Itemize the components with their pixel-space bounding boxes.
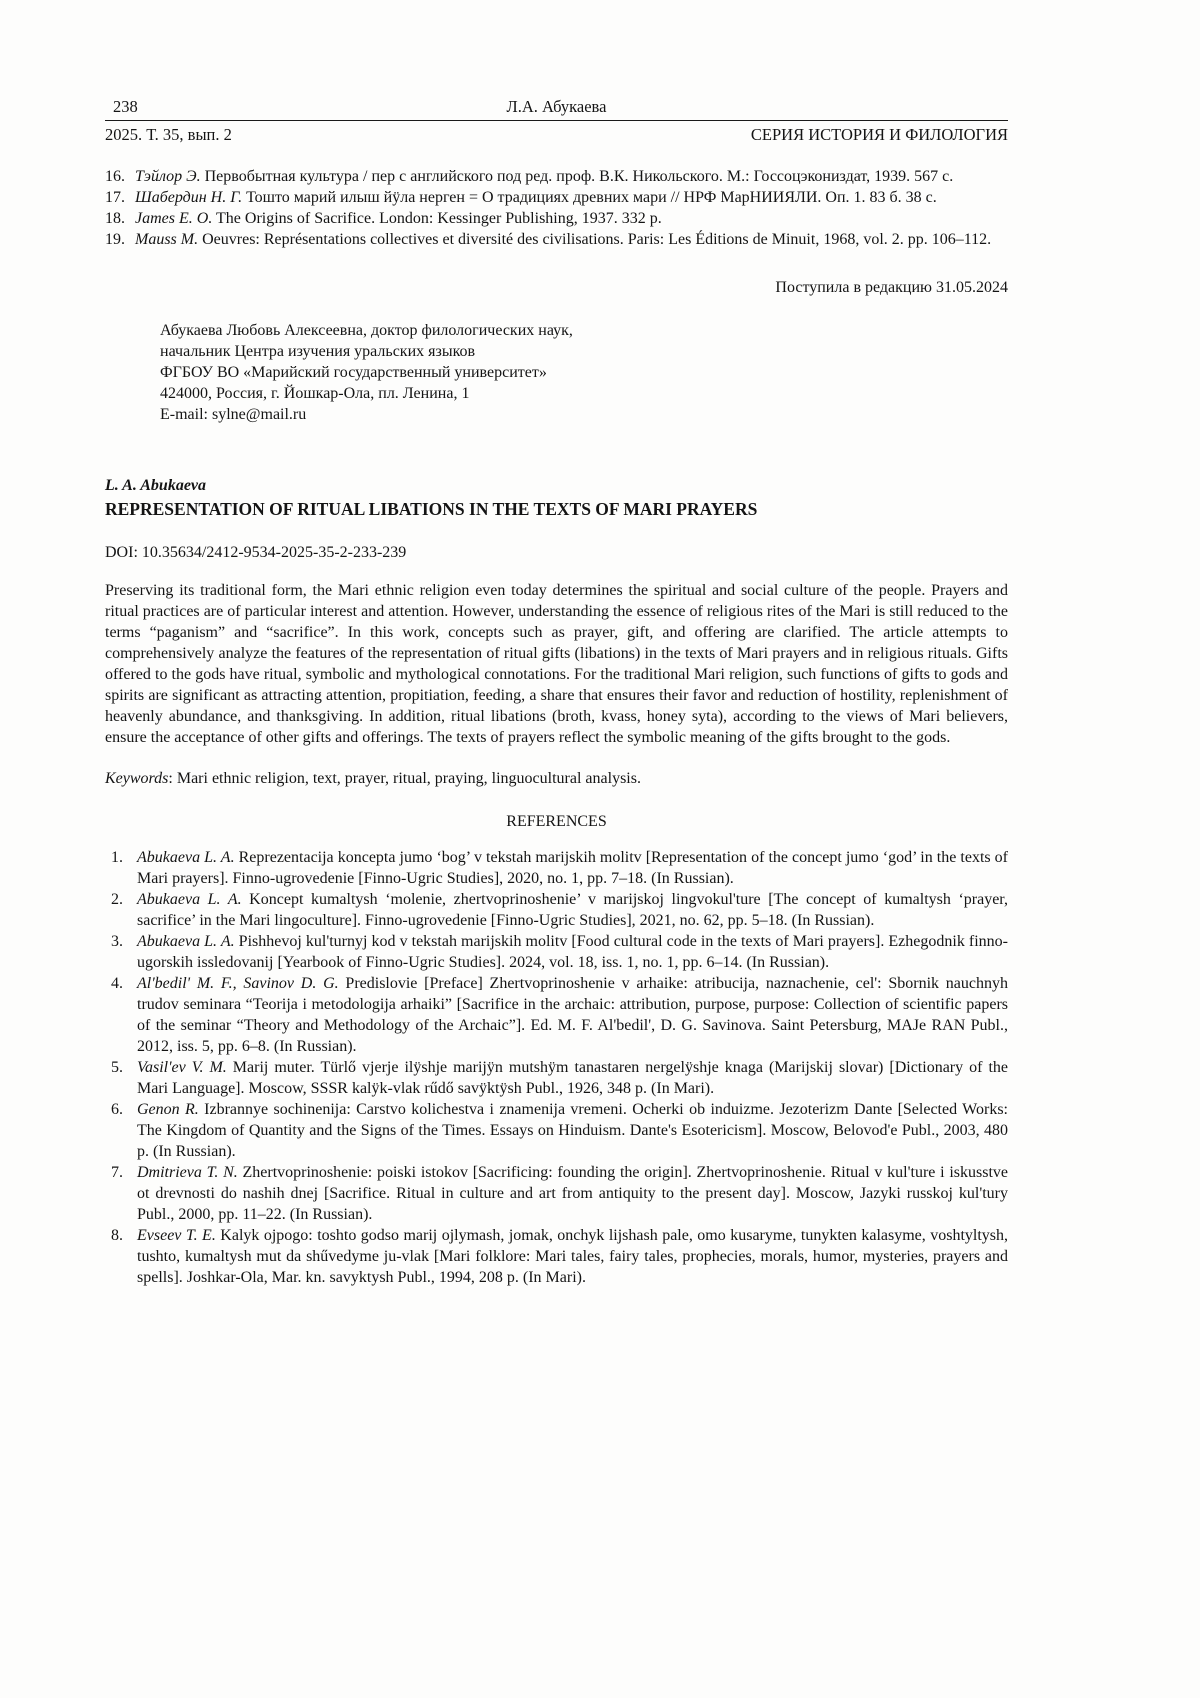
series-title: СЕРИЯ ИСТОРИЯ И ФИЛОЛОГИЯ <box>750 125 1008 144</box>
reference-item <box>105 1057 1008 1099</box>
reference-text: Тошто марий илыш йӱла нерген = О традициях древних мари // НРФ МарНИИЯЛИ. Оп. 1. 83 б. 38 с. <box>242 189 937 206</box>
reference-number: 19. <box>105 231 125 248</box>
reference-number: 3. <box>111 933 123 950</box>
english-author: L. A. Abukaeva <box>105 477 207 494</box>
reference-author: Abukaeva L. A. <box>137 891 242 908</box>
issue-info: 2025. Т. 35, вып. 2 <box>105 125 232 144</box>
reference-author: Abukaeva L. A. <box>137 933 235 950</box>
reference-item <box>105 931 1008 973</box>
reference-item <box>105 847 1008 889</box>
reference-author: Dmitrieva T. N. <box>137 1164 238 1181</box>
bibliography-entry <box>105 208 1008 229</box>
author-position: начальник Центра изучения уральских языков <box>160 343 476 360</box>
author-email: E-mail: sylne@mail.ru <box>160 406 307 423</box>
reference-text: Oeuvres: Représentations collectives et diversité des civilisations. Paris: Les Éditions de Minuit, 1968, vol. 2. pp. 106–112. <box>198 231 992 248</box>
reference-text: Marij muter. Türlő vjerje ilÿshje marijÿn mutshÿm tanastaren nergelÿshje knaga (Marijskij slovar) [Dictionary of the Mari Language]. Moscow, SSSR kalÿk-vlak rűdő savÿktÿsh Publ., 1926, 348 p. (In Mari). <box>137 1059 1008 1097</box>
keywords-line <box>105 768 1008 789</box>
reference-author: Genon R. <box>137 1101 199 1118</box>
header-rule <box>105 120 1008 121</box>
bibliography-russian <box>105 166 1008 250</box>
running-head-author: Л.А. Абукаева <box>506 97 607 116</box>
running-head <box>105 96 1008 117</box>
bibliography-entry <box>105 187 1008 208</box>
reference-item <box>105 1099 1008 1162</box>
reference-author: Тэйлор Э. <box>135 168 201 185</box>
author-affiliation: ФГБОУ ВО «Марийский государственный университет» <box>160 364 547 381</box>
page-number: 238 <box>113 97 138 116</box>
reference-author: Шабердин Н. Г. <box>135 189 243 206</box>
reference-number: 1. <box>111 849 123 866</box>
reference-author: Abukaeva L. A. <box>137 849 235 866</box>
reference-text: Pishhevoj kul'turnyj kod v tekstah marijskih molitv [Food cultural code in the texts of Mari prayers]. Ezhegodnik finno-ugorskih issledovanij [Yearbook of Finno-Ugric Studies]. 2024, vol. 18, iss. 1, no. 1, pp. 6–14. (In Russian). <box>137 933 1008 971</box>
reference-text: Kalyk ojpogo: toshto godso marij ojlymash, jomak, onchyk lijshash pale, omo kusaryme, tunykten kalasyme, voshtyltysh, tushto, kumaltysh mut da shűvedyme ju-vlak [Mari folklore: Mari tales, fairy tales, prophecies, morals, humor, mysteries, prayers and spells]. Joshkar-Ola, Mar. kn. savyktysh Publ., 1994, 208 p. (In Mari). <box>137 1227 1009 1286</box>
author-info <box>160 320 1008 425</box>
reference-author: Evseev T. E. <box>137 1227 216 1244</box>
reference-number: 7. <box>111 1164 123 1181</box>
author-name-degree: Абукаева Любовь Алексеевна, доктор филологических наук, <box>160 322 573 339</box>
keywords-label: Keywords <box>105 770 169 787</box>
references-heading: REFERENCES <box>506 813 607 830</box>
reference-text: Izbrannye sochinenija: Carstvo kolichestva i znamenija vremeni. Ocherki ob induizme. Jezoterizm Dante [Selected Works: The Kingdom of Quantity and the Signs of the Times. Essays on Hinduism. Dante's Esotericism]. Moscow, Belovod'e Publ., 2003, 480 p. (In Russian). <box>137 1101 1008 1160</box>
reference-author: James E. O. <box>135 210 213 227</box>
reference-author: Al'bedil' M. F., Savinov D. G. <box>137 975 339 992</box>
reference-text: Koncept kumaltysh ‘molenie, zhertvoprinoshenie’ v marijskoj lingvokul'ture [The concept of kumaltysh ‘prayer, sacrifice’ in the Mari lingoculture]. Finno-ugrovedenie [Finno-Ugric Studies], 2021, no. 62, pp. 5–18. (In Russian). <box>137 891 1008 929</box>
author-address: 424000, Россия, г. Йошкар-Ола, пл. Ленина, 1 <box>160 385 470 402</box>
keywords-text: : Mari ethnic religion, text, prayer, ritual, praying, linguocultural analysis. <box>168 770 641 787</box>
reference-item <box>105 973 1008 1057</box>
reference-item <box>105 1162 1008 1225</box>
bibliography-entry <box>105 229 1008 250</box>
bibliography-entry <box>105 166 1008 187</box>
issue-line <box>105 124 1008 145</box>
reference-author: Mauss M. <box>135 231 199 248</box>
reference-number: 18. <box>105 210 125 227</box>
reference-number: 8. <box>111 1227 123 1244</box>
reference-number: 2. <box>111 891 123 908</box>
reference-author: Vasil'ev V. M. <box>137 1059 227 1076</box>
reference-text: Zhertvoprinoshenie: poiski istokov [Sacrificing: founding the origin]. Zhertvoprinoshenie. Ritual v kul'ture i iskusstve ot drevnosti do nashih dnej [Sacrifice. Ritual in culture and art from antiquity to the present day]. Moscow, Jazyki russkoj kul'tury Publ., 2000, pp. 11–22. (In Russian). <box>137 1164 1008 1223</box>
reference-text: The Origins of Sacrifice. London: Kessinger Publishing, 1937. 332 p. <box>212 210 662 227</box>
references-list <box>105 847 1008 1288</box>
page-header <box>105 96 1008 145</box>
reference-text: Predislovie [Preface] Zhertvoprinoshenie v arhaike: atribucija, naznachenie, cel': Sbornik nauchnyh trudov seminara “Teorija i metodologija arhaiki” [Sacrifice in the archaic: attribution, purpose, purpose: Collection of scientific papers of the seminar “Theory and Methodology of the Archaic”]. Ed. M. F. Al'bedil', D. G. Savinova. Saint Petersburg, MAJe RAN Publ., 2012, iss. 5, pp. 6–8. (In Russian). <box>137 975 1008 1055</box>
article-title-english: REPRESENTATION OF RITUAL LIBATIONS IN THE TEXTS OF MARI PRAYERS <box>105 499 758 519</box>
received-note: Поступила в редакцию 31.05.2024 <box>775 279 1008 296</box>
reference-number: 6. <box>111 1101 123 1118</box>
reference-text: Reprezentacija koncepta jumo ‘bog’ v tekstah marijskih molitv [Representation of the concept jumo ‘god’ in the texts of Mari prayers]. Finno-ugrovedenie [Finno-Ugric Studies], 2020, no. 1, pp. 7–18. (In Russian). <box>137 849 1008 887</box>
reference-text: Первобытная культура / пер с английского под ред. проф. В.К. Никольского. М.: Госсоцэкониздат, 1939. 567 с. <box>200 168 954 185</box>
reference-number: 4. <box>111 975 123 992</box>
reference-item <box>105 889 1008 931</box>
reference-item <box>105 1225 1008 1288</box>
doi-line: DOI: 10.35634/2412-9534-2025-35-2-233-239 <box>105 544 407 561</box>
reference-number: 16. <box>105 168 125 185</box>
abstract-text: Preserving its traditional form, the Mari ethnic religion even today determines the spiritual and social culture of the people. Prayers and ritual practices are of particular interest and attention. However, understanding the essence of religious rites of the Mari is still reduced to the terms “paganism” and “sacrifice”. In this work, concepts such as prayer, gift, and offering are clarified. The article attempts to comprehensively analyze the features of the representation of ritual gifts (libations) in the texts of Mari prayers and in religious rituals. Gifts offered to the gods have ritual, symbolic and mythological connotations. For the traditional Mari religion, such functions of gifts to gods and spirits are significant as attracting attention, propitiation, feeding, a share that ensures their favor and reduction of hostility, replenishment of heavenly abundance, and thanksgiving. In addition, ritual libations (broth, kvass, honey syta), according to the views of Mari believers, ensure the acceptance of other gifts and offerings. The texts of prayers reflect the symbolic meaning of the gifts brought to the gods. <box>105 582 1008 746</box>
reference-number: 17. <box>105 189 125 206</box>
reference-number: 5. <box>111 1059 123 1076</box>
